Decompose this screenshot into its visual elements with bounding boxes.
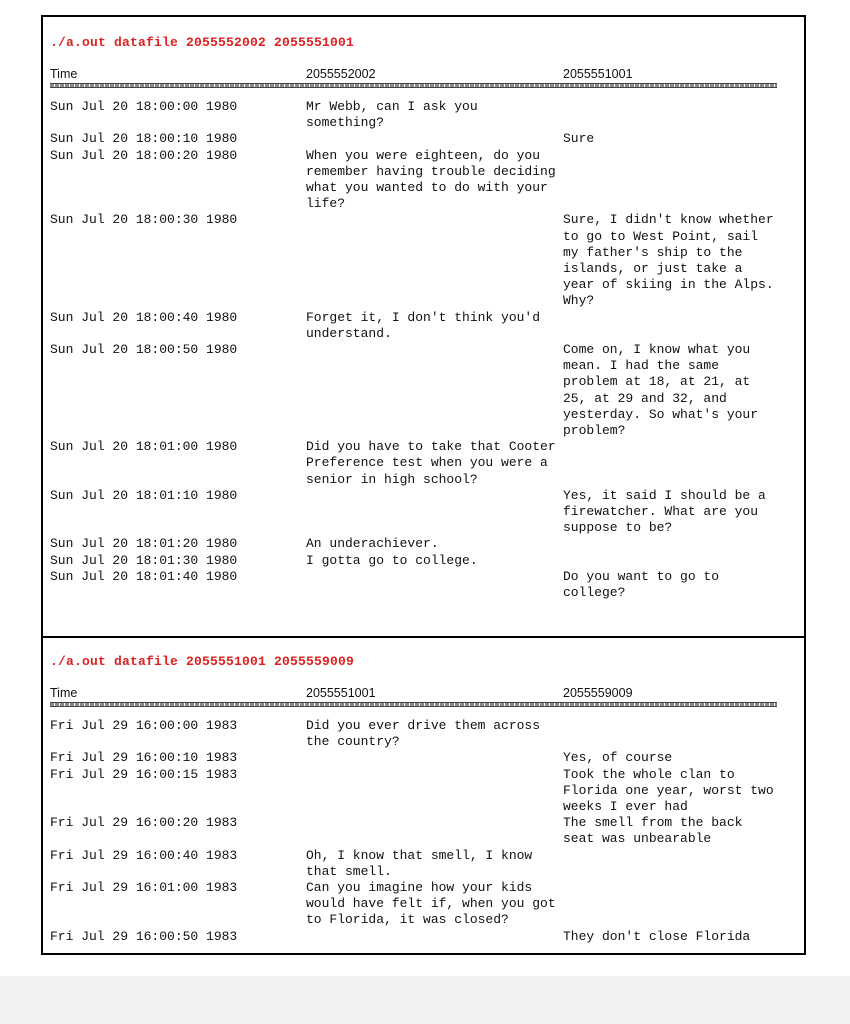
time-cell: Fri Jul 29 16:00:50 1983 xyxy=(50,928,238,944)
message-cell: Oh, I know that smell, I know that smell. xyxy=(306,847,541,879)
table-row xyxy=(50,148,780,213)
header-time: Time xyxy=(50,67,78,81)
header-col2: 2055551001 xyxy=(563,67,633,81)
output-section-2 xyxy=(43,636,804,955)
message-cell: They don't close Florida xyxy=(563,928,751,944)
table-row xyxy=(50,212,780,309)
message-cell xyxy=(306,767,563,816)
message-cell: I gotta go to college. xyxy=(306,552,478,568)
message-cell: Mr Webb, can I ask you something? xyxy=(306,99,486,131)
table-row xyxy=(50,750,780,766)
table-header xyxy=(50,686,780,702)
message-cell xyxy=(563,536,780,552)
message-cell xyxy=(563,99,780,131)
time-cell: Sun Jul 20 18:01:40 1980 xyxy=(50,568,238,584)
message-cell: Did you ever drive them across the country? xyxy=(306,718,548,750)
message-cell: Did you have to take that Cooter Preference test when you were a senior in high school? xyxy=(306,439,564,487)
message-cell xyxy=(306,488,563,537)
message-cell xyxy=(563,553,780,569)
table-row xyxy=(50,439,780,488)
table-row xyxy=(50,569,780,601)
time-cell: Fri Jul 29 16:00:40 1983 xyxy=(50,847,238,863)
table-row xyxy=(50,880,780,929)
time-cell: Fri Jul 29 16:00:20 1983 xyxy=(50,815,238,831)
time-cell: Fri Jul 29 16:00:15 1983 xyxy=(50,766,238,782)
time-cell: Sun Jul 20 18:00:50 1980 xyxy=(50,342,238,358)
header-divider xyxy=(50,83,777,88)
message-cell: Can you imagine how your kids would have felt if, when you got to Florida, it was closed? xyxy=(306,880,564,928)
time-cell: Sun Jul 20 18:00:00 1980 xyxy=(50,99,238,114)
document-frame xyxy=(41,15,806,955)
message-cell xyxy=(306,342,563,439)
message-cell xyxy=(563,718,780,750)
command-line: ./a.out datafile 2055551001 2055559009 xyxy=(50,654,355,669)
time-cell: Sun Jul 20 18:00:30 1980 xyxy=(50,212,238,228)
table-row xyxy=(50,815,780,847)
table-row xyxy=(50,929,780,945)
message-cell xyxy=(306,569,563,601)
time-cell: Fri Jul 29 16:00:10 1983 xyxy=(50,750,238,766)
table-row xyxy=(50,553,780,569)
output-section-1 xyxy=(43,17,804,636)
table-row xyxy=(50,848,780,880)
table-row xyxy=(50,718,780,750)
message-cell xyxy=(306,929,563,945)
message-cell xyxy=(563,880,780,929)
header-time: Time xyxy=(50,686,78,700)
time-cell: Sun Jul 20 18:01:10 1980 xyxy=(50,487,238,503)
message-cell: Forget it, I don't think you'd understand. xyxy=(306,309,548,341)
table-row xyxy=(50,342,780,439)
time-cell: Sun Jul 20 18:01:30 1980 xyxy=(50,552,238,568)
message-cell: Took the whole clan to Florida one year, worst two weeks I ever had xyxy=(563,766,782,815)
message-cell: Do you want to go to college? xyxy=(563,568,727,601)
message-cell xyxy=(563,848,780,880)
time-cell: Sun Jul 20 18:00:20 1980 xyxy=(50,147,238,163)
header-divider xyxy=(50,702,777,707)
table-body xyxy=(50,99,780,601)
message-cell xyxy=(306,750,563,766)
message-cell: The smell from the back seat was unbearable xyxy=(563,815,751,847)
table-header xyxy=(50,67,780,83)
message-cell: Yes, it said I should be a firewatcher. What are you suppose to be? xyxy=(563,487,774,536)
table-row xyxy=(50,767,780,816)
time-cell: Sun Jul 20 18:00:10 1980 xyxy=(50,131,238,147)
message-cell: Sure, I didn't know whether to go to West Point, sail my father's ship to the islands, or just take a year of skiing in the Alps. Why? xyxy=(563,212,782,309)
message-cell: Come on, I know what you mean. I had the same problem at 18, at 21, at 25, at 29 and 32, and yesterday. So what's your problem? xyxy=(563,342,766,439)
table-body xyxy=(50,718,780,945)
table-row xyxy=(50,488,780,537)
header-col2: 2055559009 xyxy=(563,686,633,700)
message-cell: Yes, of course xyxy=(563,750,673,766)
message-cell: An underachiever. xyxy=(306,536,439,552)
time-cell: Sun Jul 20 18:01:20 1980 xyxy=(50,536,238,552)
header-col1: 2055551001 xyxy=(306,686,376,700)
table-row xyxy=(50,310,780,342)
message-cell xyxy=(563,310,780,342)
header-col1: 2055552002 xyxy=(306,67,376,81)
table-row xyxy=(50,536,780,552)
time-cell: Sun Jul 20 18:00:40 1980 xyxy=(50,309,238,325)
message-cell xyxy=(306,212,563,309)
message-cell: Sure xyxy=(563,131,595,147)
message-cell xyxy=(306,131,563,147)
time-cell: Fri Jul 29 16:01:00 1983 xyxy=(50,880,238,896)
command-line: ./a.out datafile 2055552002 2055551001 xyxy=(50,35,355,50)
time-cell: Sun Jul 20 18:01:00 1980 xyxy=(50,439,238,455)
page-bottom-band xyxy=(0,976,850,1024)
message-cell xyxy=(563,148,780,213)
message-cell xyxy=(306,815,563,847)
time-cell: Fri Jul 29 16:00:00 1983 xyxy=(50,718,238,733)
message-cell xyxy=(563,439,780,488)
table-row xyxy=(50,99,780,131)
message-cell: When you were eighteen, do you remember having trouble deciding what you wanted to do with your life? xyxy=(306,147,564,212)
table-row xyxy=(50,131,780,147)
